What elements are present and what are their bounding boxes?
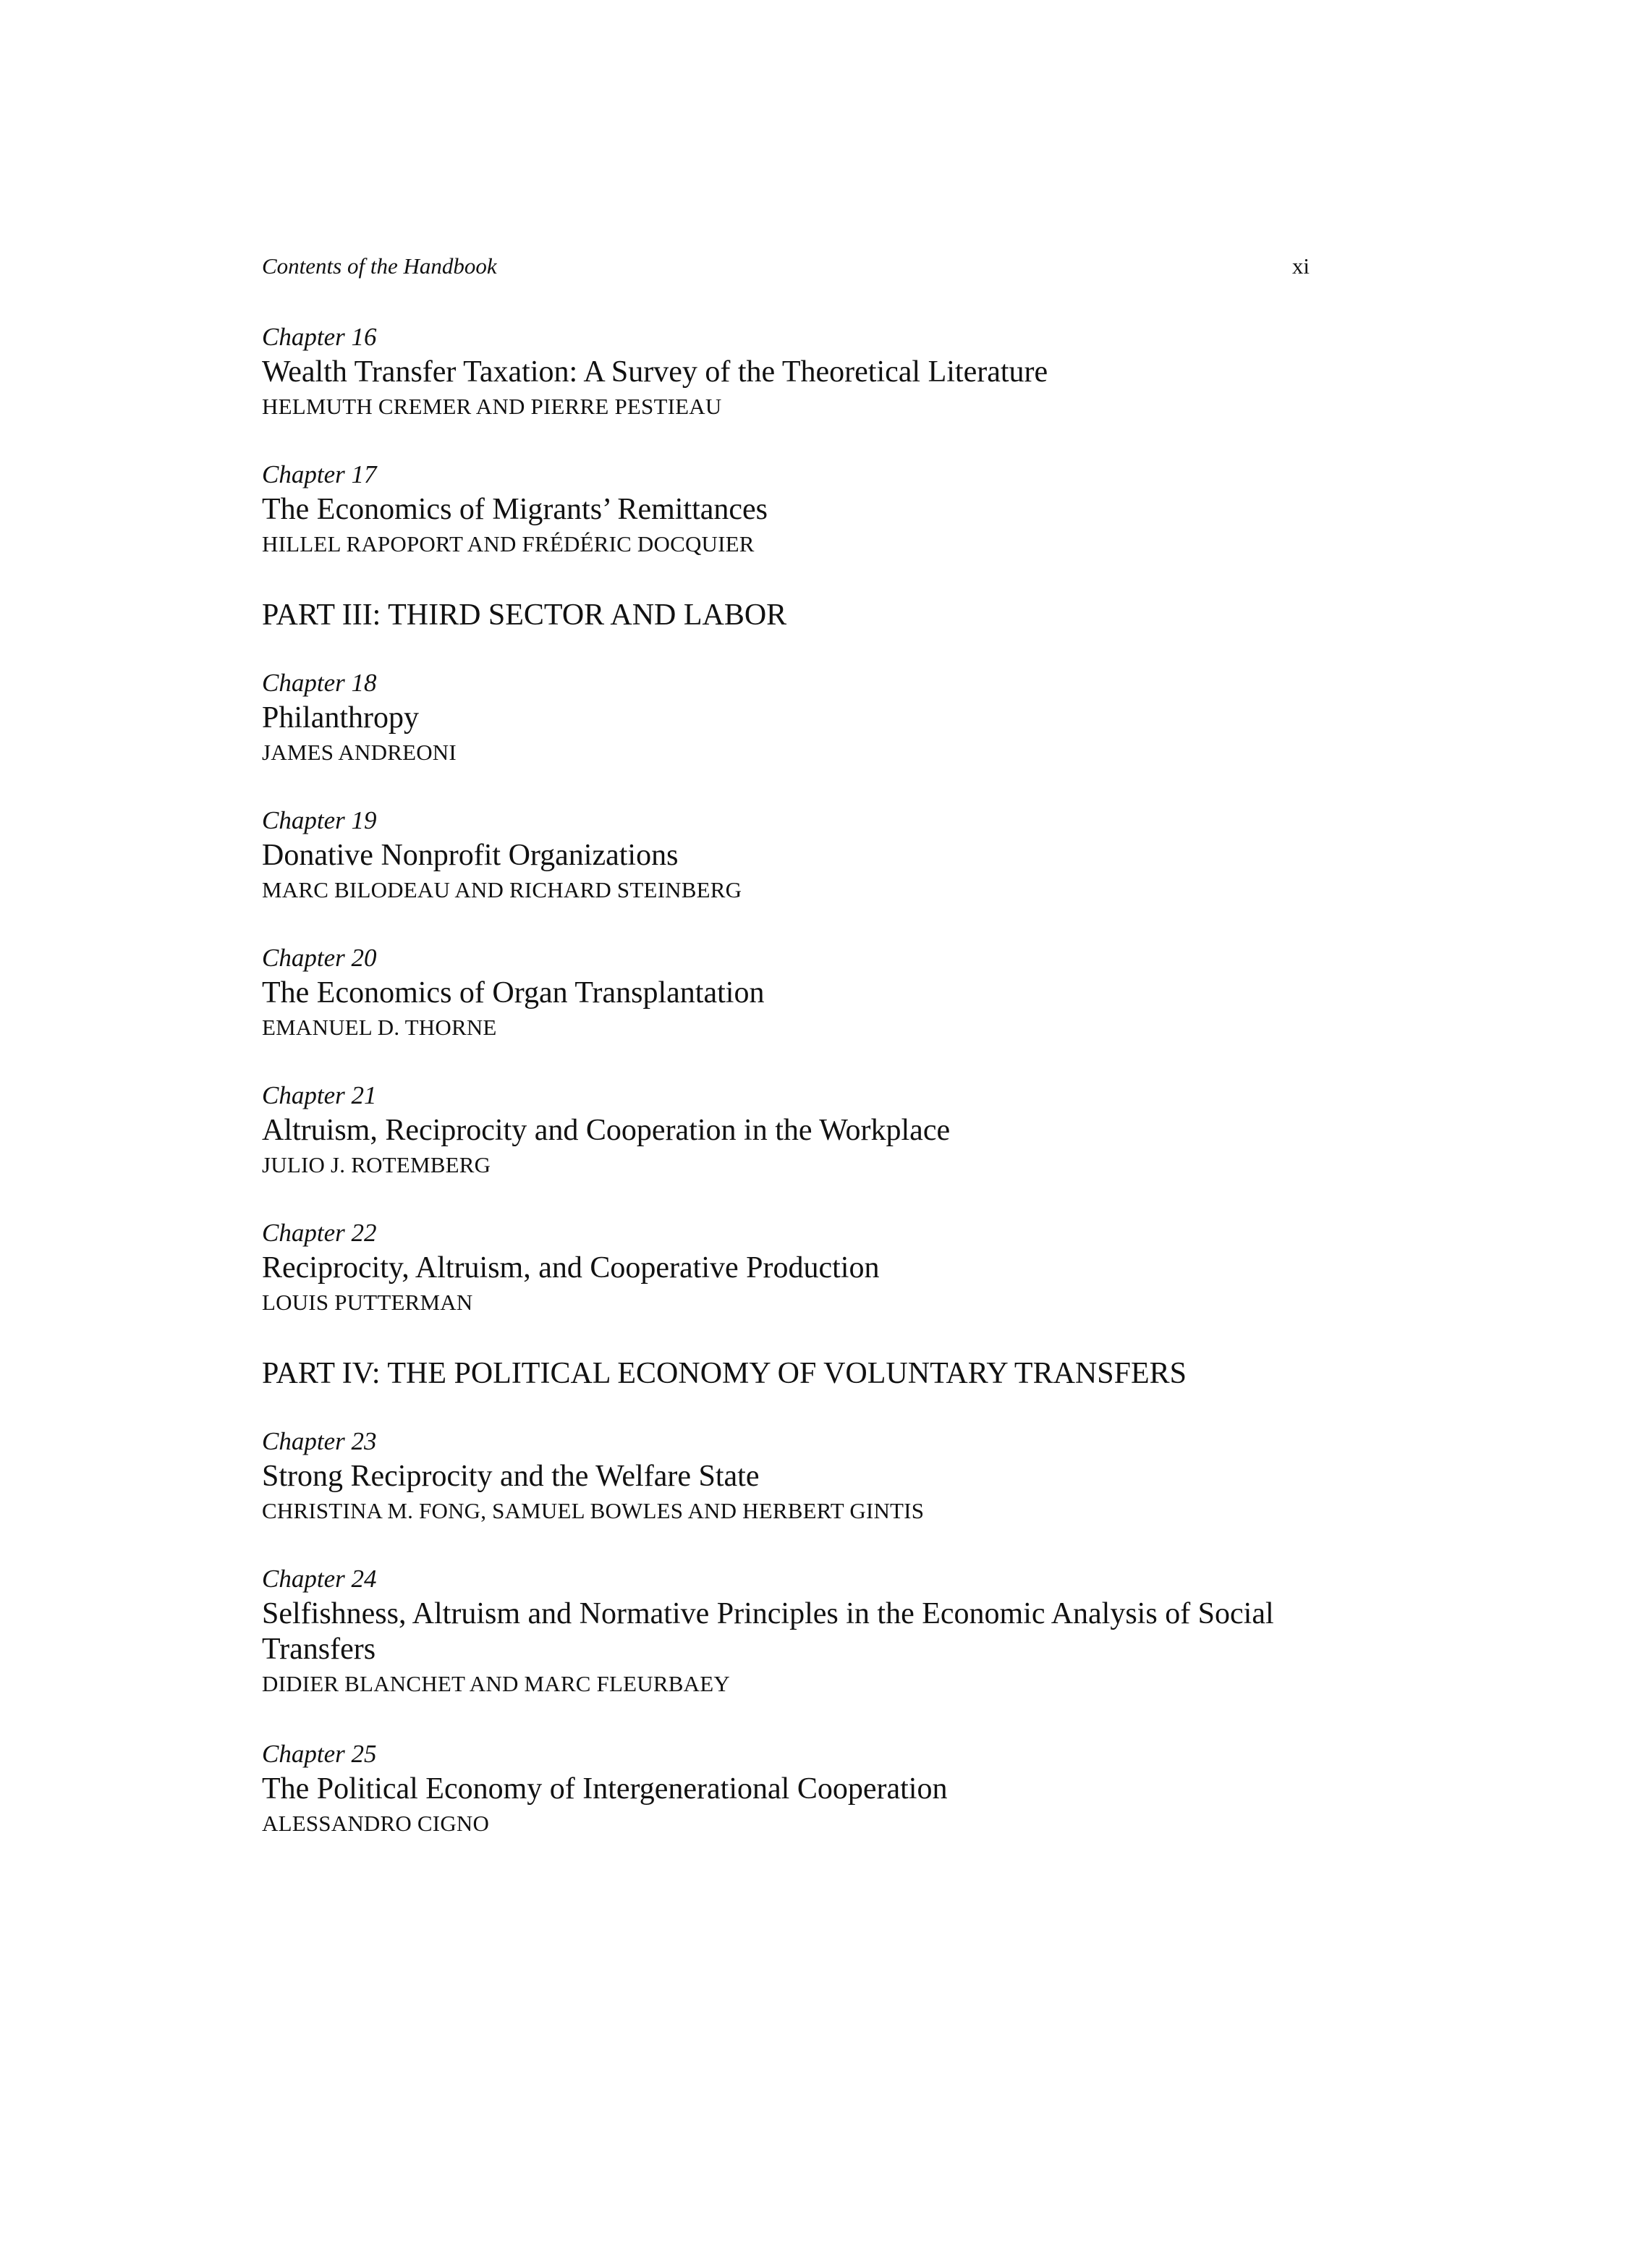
chapter-label: Chapter 24 bbox=[262, 1565, 377, 1593]
chapter-authors: ALESSANDRO CIGNO bbox=[262, 1811, 490, 1836]
chapter-authors: LOUIS PUTTERMAN bbox=[262, 1290, 473, 1315]
chapter-entry-19 bbox=[262, 803, 1310, 907]
chapter-authors: HELMUTH CREMER AND PIERRE PESTIEAU bbox=[262, 394, 722, 419]
chapter-title: Altruism, Reciprocity and Cooperation in the Workplace bbox=[262, 1114, 951, 1147]
chapter-authors: CHRISTINA M. FONG, SAMUEL BOWLES AND HERBERT GINTIS bbox=[262, 1498, 925, 1523]
chapter-authors: DIDIER BLANCHET AND MARC FLEURBAEY bbox=[262, 1671, 730, 1696]
chapter-entry-17 bbox=[262, 457, 1310, 561]
chapter-authors: JULIO J. ROTEMBERG bbox=[262, 1152, 491, 1177]
part-heading-4: PART IV: THE POLITICAL ECONOMY OF VOLUNTARY TRANSFERS bbox=[262, 1357, 1187, 1390]
chapter-entry-20 bbox=[262, 941, 1310, 1044]
chapter-entry-21 bbox=[262, 1078, 1310, 1182]
chapter-title: Selfishness, Altruism and Normative Principles in the Economic Analysis of Social Transfers bbox=[262, 1597, 1274, 1666]
chapter-authors: JAMES ANDREONI bbox=[262, 740, 457, 765]
chapter-label: Chapter 17 bbox=[262, 460, 377, 488]
chapter-title: Philanthropy bbox=[262, 701, 419, 735]
chapter-title: Donative Nonprofit Organizations bbox=[262, 839, 679, 872]
chapter-title: The Economics of Organ Transplantation bbox=[262, 976, 765, 1010]
chapter-label: Chapter 18 bbox=[262, 669, 377, 697]
chapter-authors: EMANUEL D. THORNE bbox=[262, 1015, 497, 1040]
chapter-entry-23 bbox=[262, 1424, 1310, 1528]
chapter-entry-16 bbox=[262, 320, 1310, 423]
chapter-title: Strong Reciprocity and the Welfare State bbox=[262, 1460, 760, 1493]
chapter-label: Chapter 22 bbox=[262, 1219, 377, 1247]
chapter-label: Chapter 25 bbox=[262, 1740, 377, 1768]
chapter-label: Chapter 16 bbox=[262, 323, 377, 351]
chapter-entry-18 bbox=[262, 666, 1310, 769]
chapter-authors: MARC BILODEAU AND RICHARD STEINBERG bbox=[262, 877, 742, 902]
page-number: xi bbox=[1291, 253, 1310, 279]
chapter-label: Chapter 23 bbox=[262, 1427, 377, 1455]
running-title: Contents of the Handbook bbox=[262, 253, 497, 279]
running-head bbox=[262, 250, 1310, 282]
chapter-title: Wealth Transfer Taxation: A Survey of the Theoretical Literature bbox=[262, 355, 1048, 389]
chapter-title: The Economics of Migrants’ Remittances bbox=[262, 493, 768, 526]
chapter-entry-22 bbox=[262, 1216, 1310, 1319]
chapter-title: Reciprocity, Altruism, and Cooperative Production bbox=[262, 1251, 880, 1285]
part-heading-3: PART III: THIRD SECTOR AND LABOR bbox=[262, 598, 787, 632]
chapter-authors: HILLEL RAPOPORT AND FRÉDÉRIC DOCQUIER bbox=[262, 531, 755, 557]
chapter-label: Chapter 20 bbox=[262, 944, 377, 972]
chapter-entry-24 bbox=[262, 1562, 1310, 1701]
chapter-entry-25 bbox=[262, 1737, 1310, 1840]
chapter-label: Chapter 21 bbox=[262, 1081, 377, 1109]
chapter-label: Chapter 19 bbox=[262, 806, 377, 834]
chapter-title: The Political Economy of Intergenerational Cooperation bbox=[262, 1772, 948, 1806]
